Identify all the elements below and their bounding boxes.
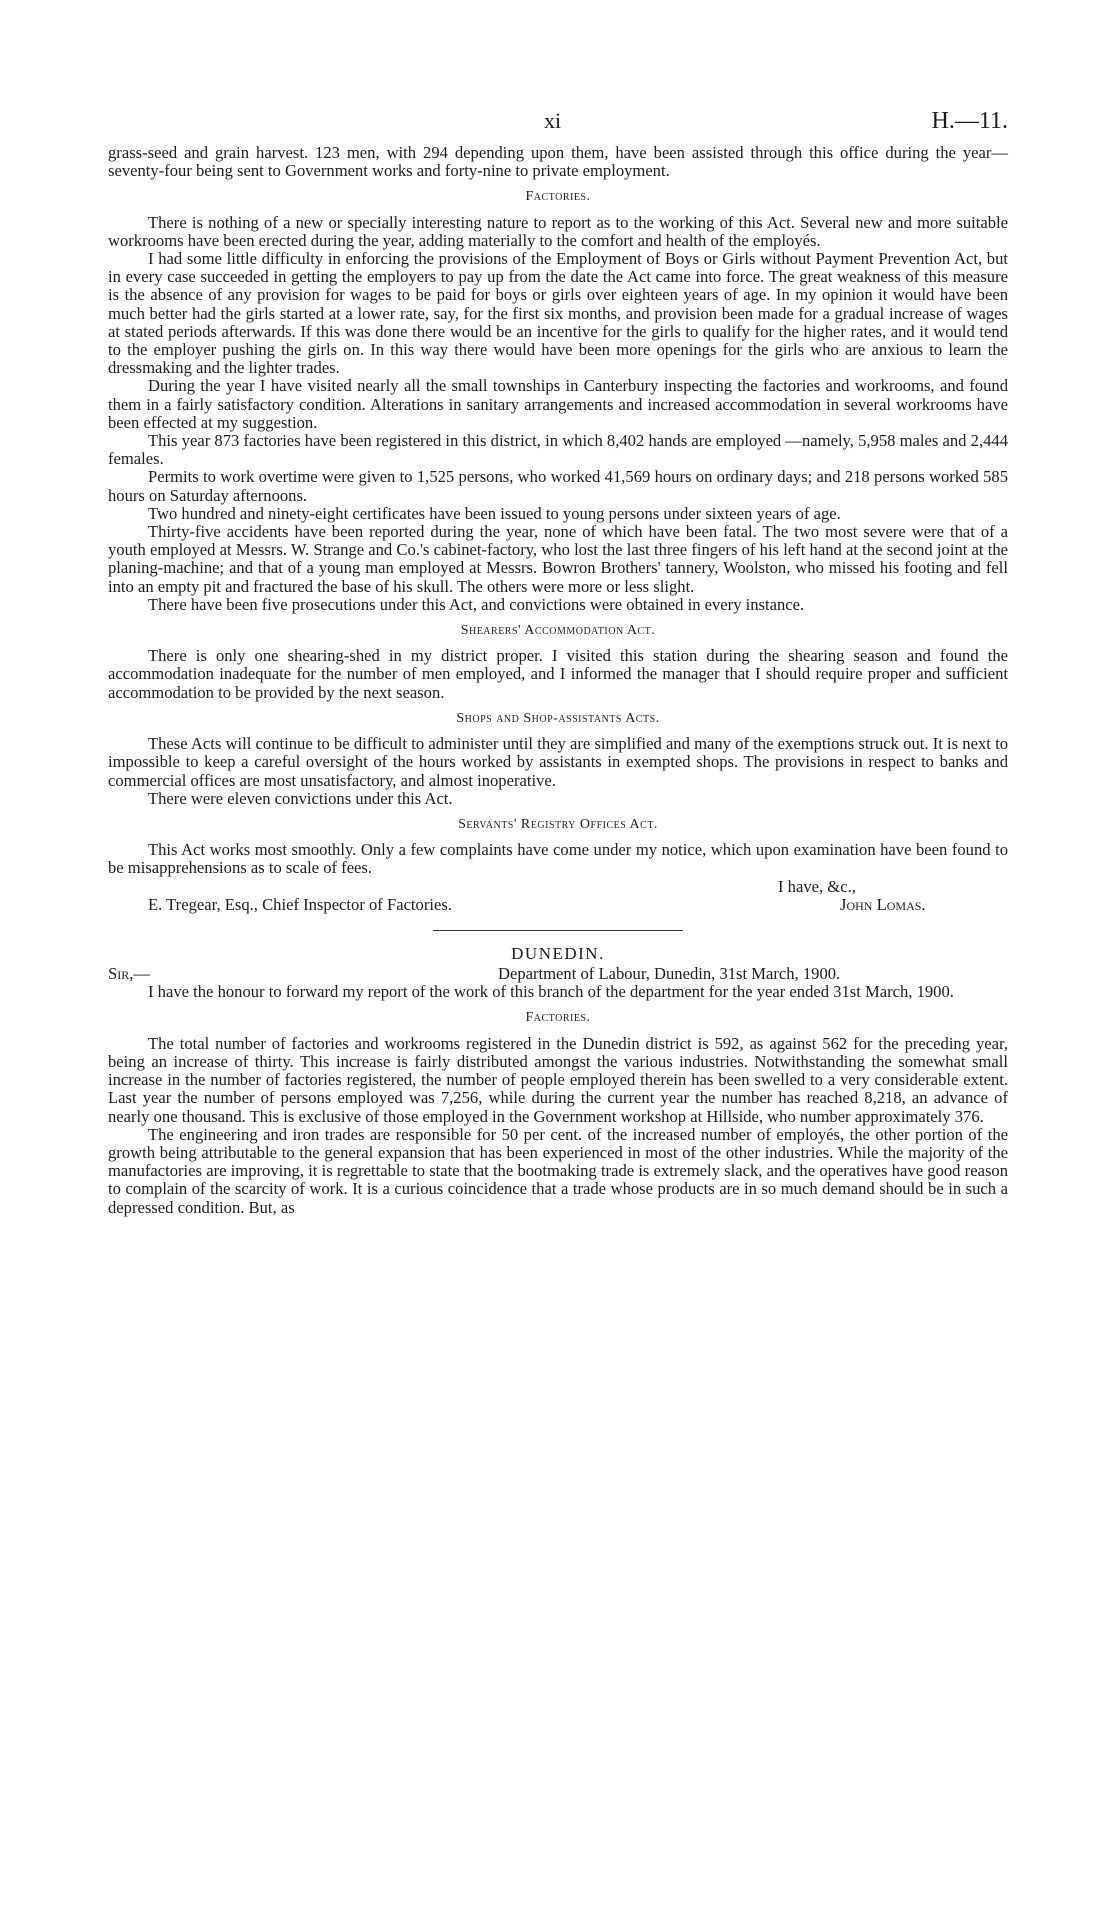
- dunedin-paragraph-1: The total number of factories and workrooms registered in the Dunedin district is 592, as against 562 for the preceding year, being an increase of thirty. This increase is fairly distributed amongst the various industries. Notwithstanding the somewhat small increase in the number of factories registered, the number of people employed therein has been swelled to a very considerable extent. Last year the number of persons employed was 7,256, while during the current year the number has reached 8,218, an advance of nearly one thousand. This is exclusive of those employed in the Government workshop at Hillside, who number approximately 376.: [108, 1033, 1008, 1126]
- section-divider: [433, 930, 683, 931]
- registry-paragraph-1: This Act works most smoothly. Only a few complaints have come under my notice, which upon examination have been found to be misapprehensions as to scale of fees.: [108, 840, 1008, 878]
- dunedin-heading: DUNEDIN.: [511, 943, 605, 963]
- factories-heading: Factories.: [525, 189, 591, 205]
- dunedin-salutation-line: [108, 965, 1008, 983]
- factories-paragraph-4: This year 873 factories have been registered in this district, in which 8,402 hands are employed —namely, 5,958 males and 2,444 females.: [108, 431, 1008, 469]
- registry-heading: Servants' Registry Offices Act.: [458, 816, 658, 832]
- shops-paragraph-2: There were eleven convictions under this Act.: [148, 788, 453, 808]
- dunedin-paragraph-2: The engineering and iron trades are responsible for 50 per cent. of the increased number of employés, the other portion of the growth being attributable to the general expansion that has been experienced in most of the other industries. While the majority of the manufactories are improving, it is regrettable to state that the bootmaking trade is extremely slack, and the operatives have good reason to complain of the scarcity of work. It is a curious coincidence that a trade whose products are in so much demand should be in such a depressed condition. But, as: [108, 1124, 1008, 1217]
- dunedin-opening: I have the honour to forward my report of the work of this branch of the department for the year ended 31st March, 1900.: [148, 982, 954, 1002]
- closing-i-have: I have, &c.,: [778, 876, 856, 896]
- closing-addressee: E. Tregear, Esq., Chief Inspector of Factories.: [148, 894, 452, 914]
- shops-paragraph-1: These Acts will continue to be difficult to administer until they are simplified and many of the exemptions struck out. It is next to impossible to keep a careful oversight of the hours worked by assistants in exempted shops. The provisions in respect to banks and commercial offices are most unsatisfactory, and almost inoperative.: [108, 734, 1008, 790]
- document-page: [108, 108, 1008, 1217]
- closing-i-have-line: [108, 878, 1008, 896]
- page-header: [108, 108, 1008, 144]
- factories-paragraph-5: Permits to work overtime were given to 1,525 persons, who worked 41,569 hours on ordinary days; and 218 persons worked 585 hours on Saturday afternoons.: [108, 467, 1008, 505]
- shops-heading: Shops and Shop-assistants Acts.: [456, 710, 660, 726]
- page-number: xi: [544, 108, 562, 133]
- dunedin-factories-heading: Factories.: [525, 1010, 591, 1026]
- dunedin-salutation: Sir,—: [108, 964, 150, 984]
- factories-paragraph-7: Thirty-five accidents have been reported during the year, none of which have been fatal. The two most severe were that of a youth employed at Messrs. W. Strange and Co.'s cabinet-factory, who lost the last three fingers of his left hand at the second joint at the planing-machine; and that of a young man employed at Messrs. Bowron Brothers' tannery, Woolston, who missed his footing and fell into an empty pit and fractured the base of his skull. The others were more or less slight.: [108, 522, 1008, 596]
- closing-signature: John Lomas.: [840, 894, 926, 914]
- closing-signoff-line: [108, 896, 1008, 914]
- dunedin-dateline: Department of Labour, Dunedin, 31st March, 1900.: [498, 964, 841, 984]
- factories-paragraph-3: During the year I have visited nearly all the small townships in Canterbury inspecting the factories and workrooms, and found them in a fairly satisfactory condition. Alterations in sanitary arrangements and increased accommodation in several workrooms have been effected at my suggestion.: [108, 376, 1008, 432]
- factories-paragraph-8: There have been five prosecutions under this Act, and convictions were obtained in every instance.: [148, 594, 805, 614]
- shearers-paragraph-1: There is only one shearing-shed in my district proper. I visited this station during the shearing season and found the accommodation inadequate for the number of men employed, and I informed the manager that I should require proper and sufficient accommodation to be provided by the next season.: [108, 646, 1008, 702]
- shearers-heading: Shearers' Accommodation Act.: [460, 623, 656, 639]
- factories-paragraph-2: I had some little difficulty in enforcing the provisions of the Employment of Boys or Girls without Payment Prevention Act, but in every case succeeded in getting the employers to pay up from the date the Act came into force. The great weakness of this measure is the absence of any provision for wages to be paid for boys or girls over eighteen years of age. In my opinion it would have been much better had the girls started at a lower rate, say, for the first six months, and provision been made for a gradual increase of wages at stated periods afterwards. If this was done there would be an incentive for the girls to qualify for the higher rates, and it would tend to the employer pushing the girls on. In this way there would have been more openings for the girls who are anxious to learn the dressmaking and the lighter trades.: [108, 249, 1008, 378]
- factories-paragraph-1: There is nothing of a new or specially interesting nature to report as to the working of this Act. Several new and more suitable workrooms have been erected during the year, adding materially to the comfort and health of the employés.: [108, 212, 1008, 250]
- factories-paragraph-6: Two hundred and ninety-eight certificates have been issued to young persons under sixteen years of age.: [148, 503, 841, 523]
- document-reference: H.—11.: [931, 108, 1008, 134]
- intro-paragraph: grass-seed and grain harvest. 123 men, with 294 depending upon them, have been assisted through this office during the year—seventy-four being sent to Government works and forty-nine to private employment.: [108, 143, 1008, 181]
